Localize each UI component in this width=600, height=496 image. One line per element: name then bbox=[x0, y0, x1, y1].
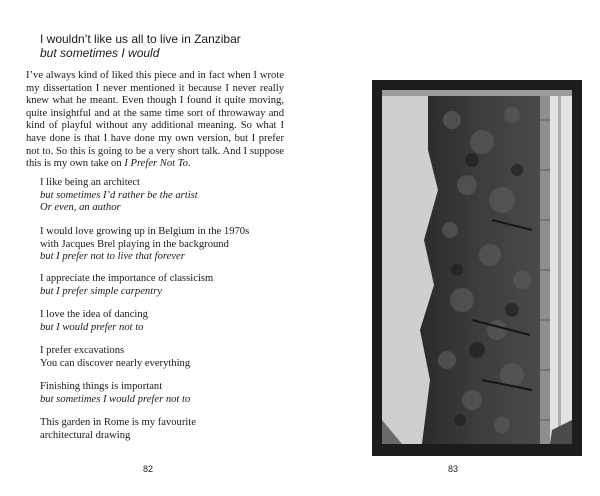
garden-fresco-photo bbox=[372, 80, 582, 456]
poem-line: I prefer excavations bbox=[40, 345, 125, 356]
poem-stanza bbox=[40, 381, 280, 406]
paragraph-text: I’ve always kind of liked this piece and in fact when I wrote my dissertation I never mentioned it because I never really knew what he meant. Even though I found it quite moving, quite insightful and at the same time sort of throwaway and kind of playful without any additional meaning. So what I have done is that I have done my own version, but I prefer not to. So this is going to be a very short talk. And I suppose this is my own take on bbox=[26, 70, 284, 170]
poem-line: with Jacques Brel playing in the background bbox=[40, 238, 229, 250]
poem-line: Or even, an author bbox=[40, 202, 121, 214]
poem-line: but I prefer simple carpentry bbox=[40, 285, 162, 297]
poem-line: You can discover nearly everything bbox=[40, 357, 191, 369]
poem-stanza bbox=[40, 345, 280, 370]
page-number: 83 bbox=[447, 464, 458, 474]
poem-stanza bbox=[40, 177, 280, 215]
paragraph-end: . bbox=[187, 158, 191, 170]
poem-line: I appreciate the importance of classicism bbox=[40, 273, 214, 284]
poem-line: but sometimes I’d rather be the artist bbox=[40, 189, 198, 201]
poem-stanza bbox=[40, 309, 280, 334]
poem-line: I like being an architect bbox=[40, 177, 141, 188]
section-heading bbox=[40, 32, 241, 60]
paragraph-title: I Prefer Not To bbox=[124, 158, 188, 170]
heading-line-2: but sometimes I would bbox=[40, 46, 160, 60]
poem-line: but I prefer not to live that forever bbox=[40, 251, 185, 263]
poem-stanza bbox=[40, 417, 280, 442]
poem-line: but sometimes I would prefer not to bbox=[40, 393, 191, 405]
poem-line: I would love growing up in Belgium in the 1970s bbox=[40, 226, 250, 237]
poem-stanza bbox=[40, 226, 280, 264]
poem-line: Finishing things is important bbox=[40, 381, 163, 392]
poem-line: architectural drawing bbox=[40, 429, 131, 441]
poem-line: This garden in Rome is my favourite bbox=[40, 417, 196, 428]
intro-paragraph bbox=[26, 70, 284, 171]
page-number: 82 bbox=[142, 464, 153, 474]
poem-line: I love the idea of dancing bbox=[40, 309, 148, 320]
poem-line: but I would prefer not to bbox=[40, 321, 144, 333]
heading-line-1: I wouldn’t like us all to live in Zanzibar bbox=[40, 32, 241, 46]
poem-stanza bbox=[40, 273, 280, 298]
right-page bbox=[300, 0, 600, 496]
